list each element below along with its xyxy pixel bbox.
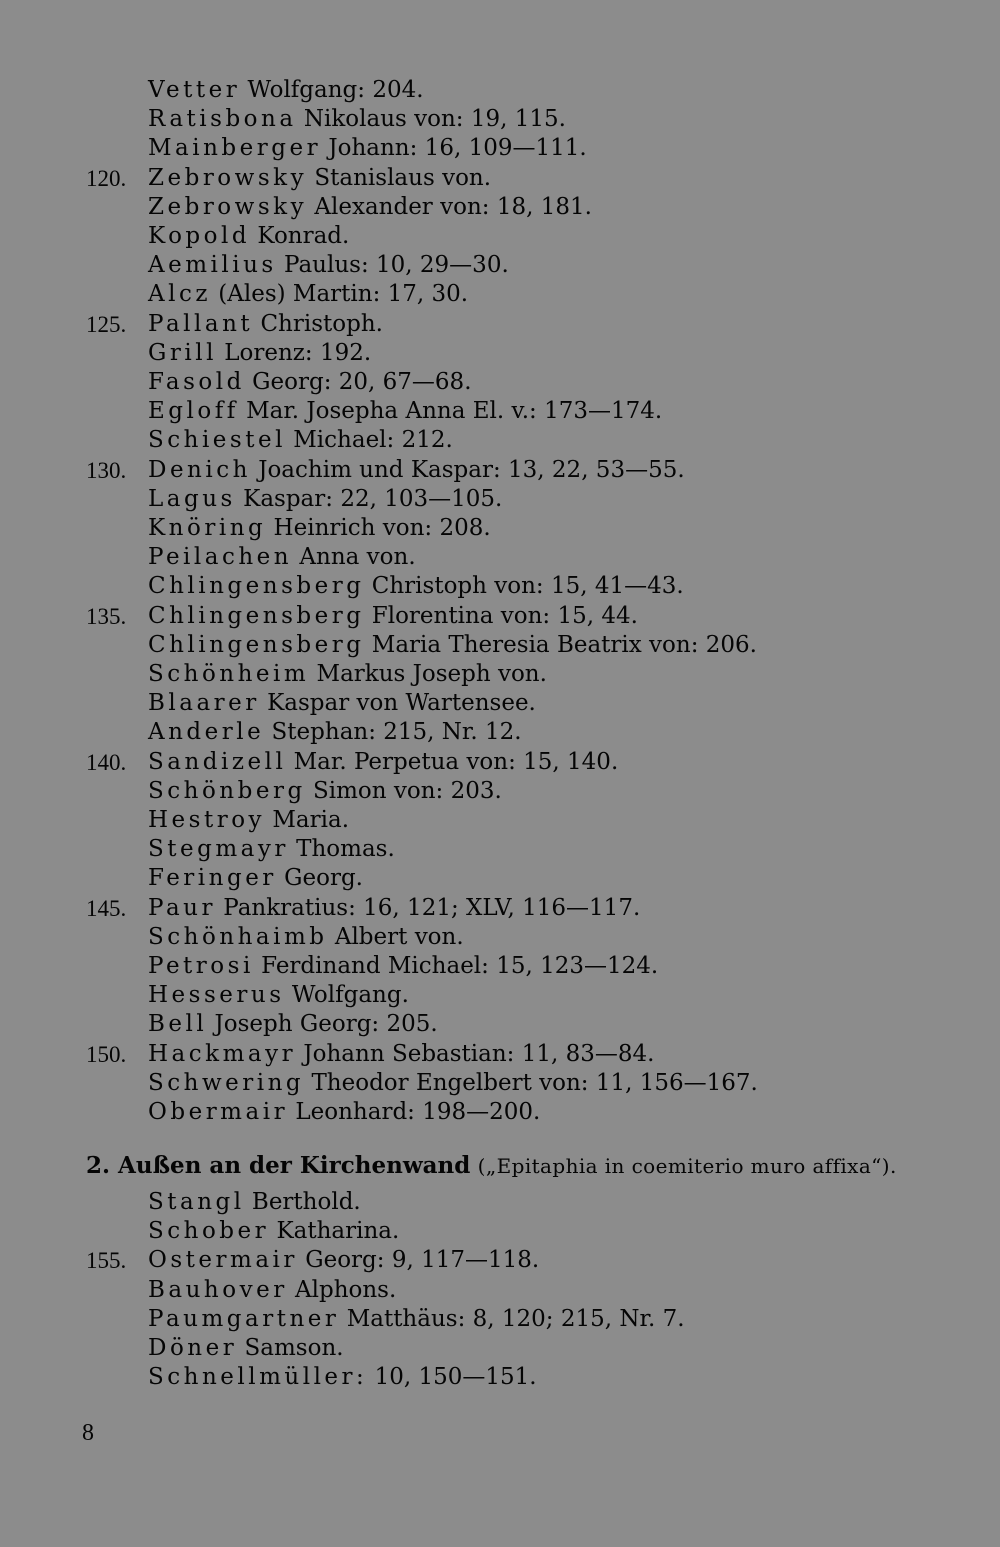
- entry-text: [148, 456, 685, 485]
- entry-details: Georg: 9, 117—118.: [305, 1247, 540, 1273]
- entry-text: [148, 280, 468, 309]
- entry-text: [148, 368, 472, 397]
- entry-details: Stanislaus von.: [314, 165, 492, 191]
- entry-details: Mar. Perpetua von: 15, 140.: [293, 749, 619, 775]
- entry-text: [148, 602, 638, 631]
- entry-text: [148, 193, 592, 222]
- entry-name: Chlingensberg: [148, 573, 365, 599]
- entry-text: [148, 981, 409, 1010]
- entry-details: Anna von.: [299, 544, 416, 570]
- entry-details: Matthäus: 8, 120; 215, Nr. 7.: [346, 1306, 685, 1332]
- entry-name: Zebrowsky: [148, 165, 308, 191]
- entry-details: Pankratius: 16, 121; XLV, 116—117.: [223, 895, 641, 921]
- entry-name: Alcz: [148, 281, 211, 307]
- entry-text: [148, 572, 684, 601]
- entry-text: [148, 1217, 399, 1246]
- entry-name: Peilachen: [148, 544, 293, 570]
- entry-details: Maria Theresia Beatrix von: 206.: [371, 632, 757, 658]
- entry-number: 120.: [86, 166, 127, 191]
- entry-name: Bauhover: [148, 1277, 288, 1303]
- entry-name: Schnellmüller:: [148, 1364, 368, 1390]
- entry-details: Maria.: [272, 807, 350, 833]
- entry-name: Hesserus: [148, 982, 285, 1008]
- entry-text: [148, 397, 662, 426]
- entry-number: 150.: [86, 1042, 127, 1067]
- entry-name: Aemilius: [148, 252, 277, 278]
- entry-text: [148, 689, 536, 718]
- entry-number: 140.: [86, 750, 127, 775]
- entry-text: [148, 134, 587, 163]
- entry-name: Anderle: [148, 719, 265, 745]
- entry-text: [148, 251, 509, 280]
- section-heading-subtitle: („Epitaphia in coemiterio muro affixa“).: [477, 1154, 897, 1178]
- entry-name: Schiestel: [148, 427, 286, 453]
- entry-details: Berthold.: [251, 1189, 361, 1215]
- entry-details: Christoph.: [260, 311, 383, 337]
- entry-text: [148, 485, 502, 514]
- entry-text: [148, 1363, 537, 1392]
- entry-text: [148, 426, 453, 455]
- entry-text: [148, 864, 363, 893]
- entry-name: Lagus: [148, 486, 236, 512]
- entry-text: [148, 1334, 344, 1363]
- entry-name: Döner: [148, 1335, 238, 1361]
- entry-name: Egloff: [148, 398, 239, 424]
- entry-name: Schönheim: [148, 661, 310, 687]
- entry-name: Chlingensberg: [148, 603, 365, 629]
- entry-details: Konrad.: [257, 223, 350, 249]
- entry-name: Schönhaimb: [148, 924, 328, 950]
- entry-text: [148, 894, 640, 923]
- entry-text: [148, 660, 547, 689]
- entry-number: 145.: [86, 896, 127, 921]
- entry-details: Thomas.: [296, 836, 395, 862]
- entry-text: [148, 1305, 685, 1334]
- entry-details: Johann Sebastian: 11, 83—84.: [303, 1041, 655, 1067]
- entry-text: [148, 164, 491, 193]
- entry-name: Kopold: [148, 223, 251, 249]
- entry-text: [148, 1246, 539, 1275]
- entry-name: Ostermair: [148, 1247, 298, 1273]
- entry-details: Heinrich von: 208.: [273, 515, 491, 541]
- entry-details: Albert von.: [334, 924, 464, 950]
- entry-details: Simon von: 203.: [312, 778, 502, 804]
- entry-details: Nikolaus von: 19, 115.: [303, 106, 566, 132]
- entry-text: [148, 339, 371, 368]
- entry-text: [148, 631, 757, 660]
- entry-name: Schönberg: [148, 778, 306, 804]
- entry-name: Feringer: [148, 865, 277, 891]
- entry-text: [148, 923, 464, 952]
- entry-name: Paur: [148, 895, 216, 921]
- entry-name: Stangl: [148, 1189, 245, 1215]
- entry-text: [148, 222, 349, 251]
- entry-text: [148, 105, 566, 134]
- entry-name: Denich: [148, 457, 251, 483]
- section-heading-title: 2. Außen an der Kirchenwand: [86, 1152, 471, 1179]
- entry-text: [148, 1188, 361, 1217]
- entry-text: [148, 806, 349, 835]
- entry-details: Georg.: [284, 865, 363, 891]
- entry-text: [148, 76, 424, 105]
- entry-number: 130.: [86, 458, 127, 483]
- entry-name: Ratisbona: [148, 106, 297, 132]
- entry-name: Obermair: [148, 1099, 289, 1125]
- entry-name: Bell: [148, 1011, 208, 1037]
- entry-name: Schober: [148, 1218, 270, 1244]
- entry-details: Mar. Josepha Anna El. v.: 173—174.: [246, 398, 663, 424]
- entry-details: Alphons.: [295, 1277, 397, 1303]
- entry-details: Wolfgang.: [291, 982, 409, 1008]
- entry-text: [148, 1276, 396, 1305]
- entry-details: Joseph Georg: 205.: [214, 1011, 438, 1037]
- entry-name: Stegmayr: [148, 836, 289, 862]
- entry-name: Petrosi: [148, 953, 254, 979]
- entry-details: Georg: 20, 67—68.: [252, 369, 472, 395]
- entry-name: Grill: [148, 340, 217, 366]
- entry-details: 10, 150—151.: [374, 1364, 537, 1390]
- entry-text: [148, 543, 416, 572]
- entry-details: Kaspar von Wartensee.: [267, 690, 536, 716]
- entry-name: Sandizell: [148, 749, 287, 775]
- entry-details: Markus Joseph von.: [316, 661, 547, 687]
- entry-details: Samson.: [244, 1335, 344, 1361]
- entry-text: [148, 514, 491, 543]
- entry-details: Christoph von: 15, 41—43.: [371, 573, 684, 599]
- entry-details: Stephan: 215, Nr. 12.: [271, 719, 522, 745]
- page-number: 8: [82, 1420, 94, 1446]
- entry-details: Joachim und Kaspar: 13, 22, 53—55.: [258, 457, 685, 483]
- entry-name: Pallant: [148, 311, 254, 337]
- entry-details: Ferdinand Michael: 15, 123—124.: [261, 953, 659, 979]
- entry-text: [148, 952, 658, 981]
- entry-details: Alexander von: 18, 181.: [314, 194, 592, 220]
- entry-name: Paumgartner: [148, 1306, 340, 1332]
- entry-name: Chlingensberg: [148, 632, 365, 658]
- entry-details: Leonhard: 198—200.: [295, 1099, 541, 1125]
- entry-details: Lorenz: 192.: [224, 340, 372, 366]
- entry-text: [148, 310, 383, 339]
- entry-text: [148, 1010, 438, 1039]
- entry-number: 135.: [86, 604, 127, 629]
- entry-details: Florentina von: 15, 44.: [371, 603, 638, 629]
- entry-details: Michael: 212.: [293, 427, 453, 453]
- entry-text: [148, 1040, 654, 1069]
- entry-text: [148, 835, 395, 864]
- entry-name: Fasold: [148, 369, 245, 395]
- entry-details: Paulus: 10, 29—30.: [284, 252, 509, 278]
- entry-text: [148, 718, 522, 747]
- entry-name: Mainberger: [148, 135, 322, 161]
- entry-details: (Ales) Martin: 17, 30.: [218, 281, 469, 307]
- entry-text: [148, 777, 502, 806]
- entry-number: 125.: [86, 312, 127, 337]
- entry-text: [148, 1069, 758, 1098]
- entry-details: Theodor Engelbert von: 11, 156—167.: [311, 1070, 758, 1096]
- entry-name: Hackmayr: [148, 1041, 297, 1067]
- entry-text: [148, 748, 618, 777]
- entry-details: Kaspar: 22, 103—105.: [243, 486, 503, 512]
- entry-name: Blaarer: [148, 690, 260, 716]
- entry-name: Vetter: [148, 77, 241, 103]
- entry-details: Wolfgang: 204.: [247, 77, 424, 103]
- section-heading: [86, 1150, 897, 1182]
- entry-name: Schwering: [148, 1070, 305, 1096]
- entry-name: Knöring: [148, 515, 267, 541]
- entry-details: Katharina.: [276, 1218, 400, 1244]
- entry-details: Johann: 16, 109—111.: [328, 135, 587, 161]
- entry-name: Hestroy: [148, 807, 266, 833]
- entry-name: Zebrowsky: [148, 194, 308, 220]
- entry-text: [148, 1098, 540, 1127]
- entry-number: 155.: [86, 1248, 127, 1273]
